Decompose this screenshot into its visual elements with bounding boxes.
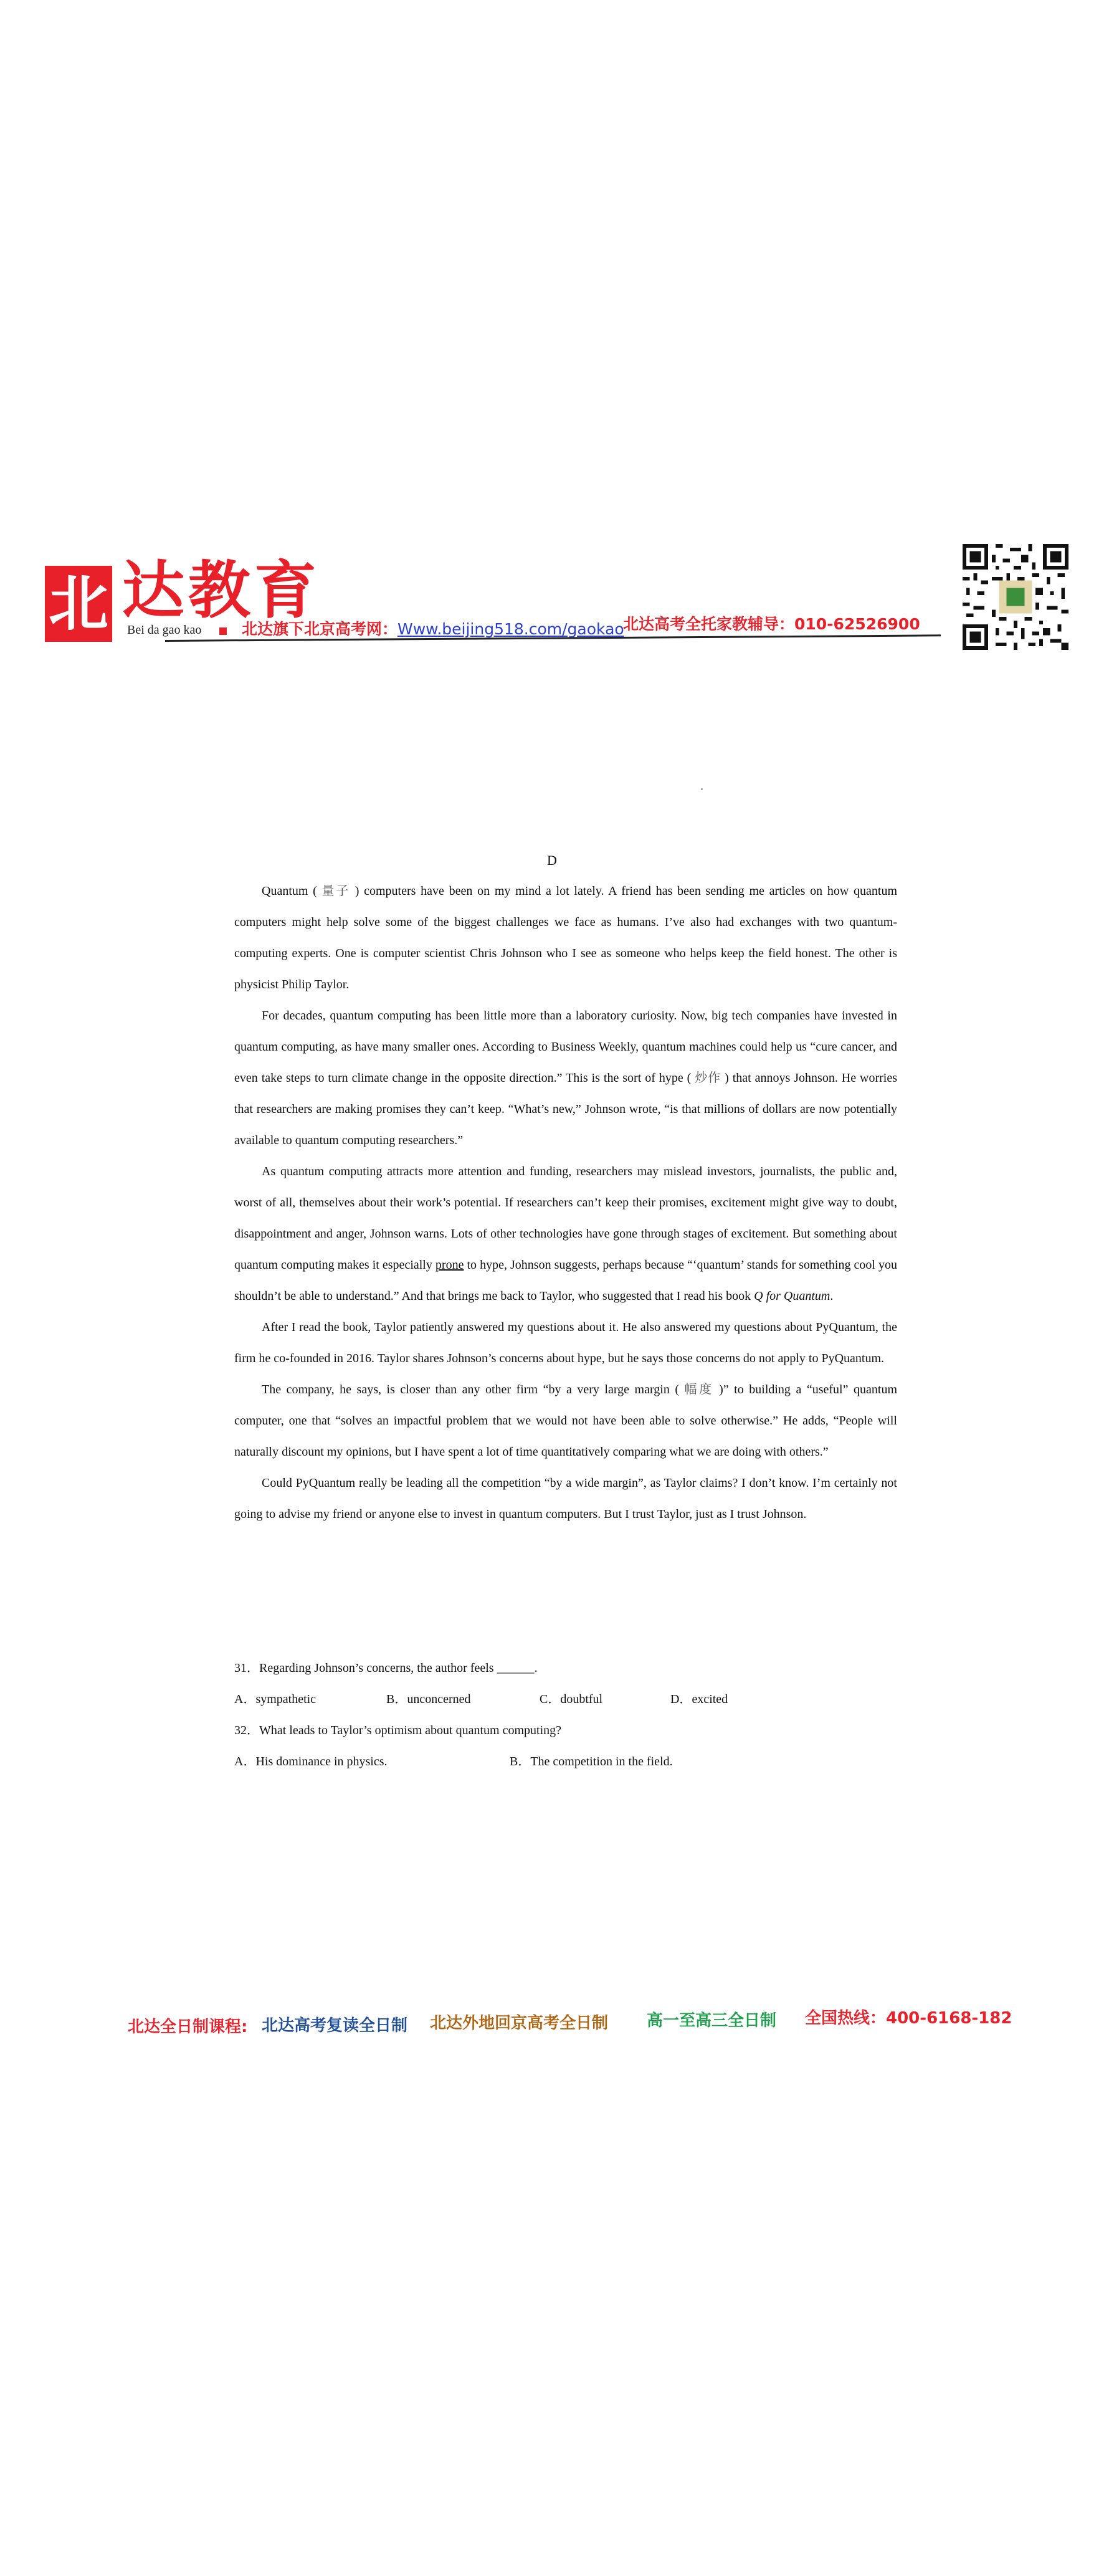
question-31-stem: 31．Regarding Johnson’s concerns, the author feels ______. (234, 1661, 538, 1675)
footer-course-return: 北达外地回京高考全日制 (430, 2014, 609, 2033)
logo-square-icon (219, 627, 227, 635)
paragraph-1: Quantum ( 量子 ) computers have been on my mind a lot lately. A friend has been sending me articles on how quantum computers might help solve some of the biggest challenges we face as humans. I’ve also had exchanges with two quantum-computing experts. One is computer scientist Chris Johnson who I see as someone who helps keep the field honest. The other is physicist Philip Taylor. (234, 884, 898, 991)
footer-label: 北达全日制课程: (128, 2018, 248, 2036)
question-31-option-d[interactable]: D．excited (670, 1692, 728, 1706)
site-url-link[interactable]: Www.beijing518.com/gaokao (397, 620, 624, 638)
question-32-stem: 32．What leads to Taylor’s optimism about quantum computing? (234, 1724, 562, 1737)
footer-course-fulltime: 高一至高三全日制 (647, 2011, 777, 2030)
page-dot (701, 788, 703, 790)
section-letter: D (547, 852, 557, 868)
gloss: 幅度 (679, 1383, 720, 1396)
tutor-phone: 北达高考全托家教辅导：010-62526900 (623, 615, 920, 633)
gloss: 量子 (316, 884, 355, 898)
footer-hotline: 全国热线：400-6168-182 (805, 2009, 1012, 2028)
passage (234, 875, 897, 1530)
paragraph-6: Could PyQuantum really be leading all the competition “by a wide margin”, as Taylor claims? I don’t know. I’m certainly not going to advise my friend or anyone else to invest in quantum computers. But I trust Taylor, just as I trust Johnson. (234, 1476, 897, 1521)
paragraph-4: After I read the book, Taylor patiently answered my questions about it. He also answered my questions about PyQuantum, the firm he co-founded in 2016. Taylor shares Johnson’s concerns about hype, but he says those concerns do not apply to PyQuantum. (234, 1320, 897, 1365)
qr-code-icon (963, 544, 1068, 650)
paragraph-5: The company, he says, is closer than any other firm “by a very large margin ( 幅度 )” to building a “useful” quantum computer, one that “solves an impactful problem that we would not have been able to solve otherwise.” He adds, “People will naturally discount my opinions, but I have spent a lot of time quantitatively comparing what we are doing with others.” (234, 1383, 897, 1459)
logo-mark (45, 566, 112, 642)
paragraph-3: As quantum computing attracts more attention and funding, researchers may mislead investors, journalists, the public and, worst of all, themselves about their work’s potential. If researchers can’t keep their promises, excitement might give way to doubt, disappointment and anger, Johnson warns. Lots of other technologies have gone through stages of excitement. But something about quantum computing makes it especially prone to hype, Johnson suggests, perhaps because “‘quantum’ stands for something cool you shouldn’t be able to understand.” And that brings me back to Taylor, who suggested that I read his book Q for Quantum. (234, 1165, 897, 1303)
logo-pinyin: Bei da gao kao (127, 623, 202, 637)
site-label: 北达旗下北京高考网： (242, 620, 398, 638)
question-31-option-a[interactable]: A．sympathetic (234, 1692, 316, 1706)
logo-char: 北 (49, 568, 108, 639)
paragraph-2: For decades, quantum computing has been little more than a laboratory curiosity. Now, big tech companies have invested in quantum computing, as have many smaller ones. According to Business Weekly, quantum machines could help us “cure cancer, and even take steps to turn climate change in the opposite direction.” This is the sort of hype ( 炒作 ) that annoys Johnson. He worries that researchers are making promises they can’t keep. “What’s new,” Johnson wrote, “is that millions of dollars are now potentially available to quantum computing researchers.” (234, 1009, 898, 1147)
question-32-option-a[interactable]: A．His dominance in physics. (234, 1755, 388, 1768)
footer-course-repeat: 北达高考复读全日制 (262, 2016, 408, 2035)
underlined-word: prone (435, 1258, 464, 1272)
logo-text: 达教育 (122, 553, 320, 627)
question-31-option-b[interactable]: B．unconcerned (386, 1692, 471, 1706)
book-title: Q for Quantum (754, 1289, 830, 1303)
header-site-line (242, 617, 624, 639)
question-31-option-c[interactable]: C．doubtful (540, 1692, 603, 1706)
question-32-option-b[interactable]: B．The competition in the field. (510, 1755, 673, 1768)
gloss: 炒作 (691, 1071, 725, 1085)
